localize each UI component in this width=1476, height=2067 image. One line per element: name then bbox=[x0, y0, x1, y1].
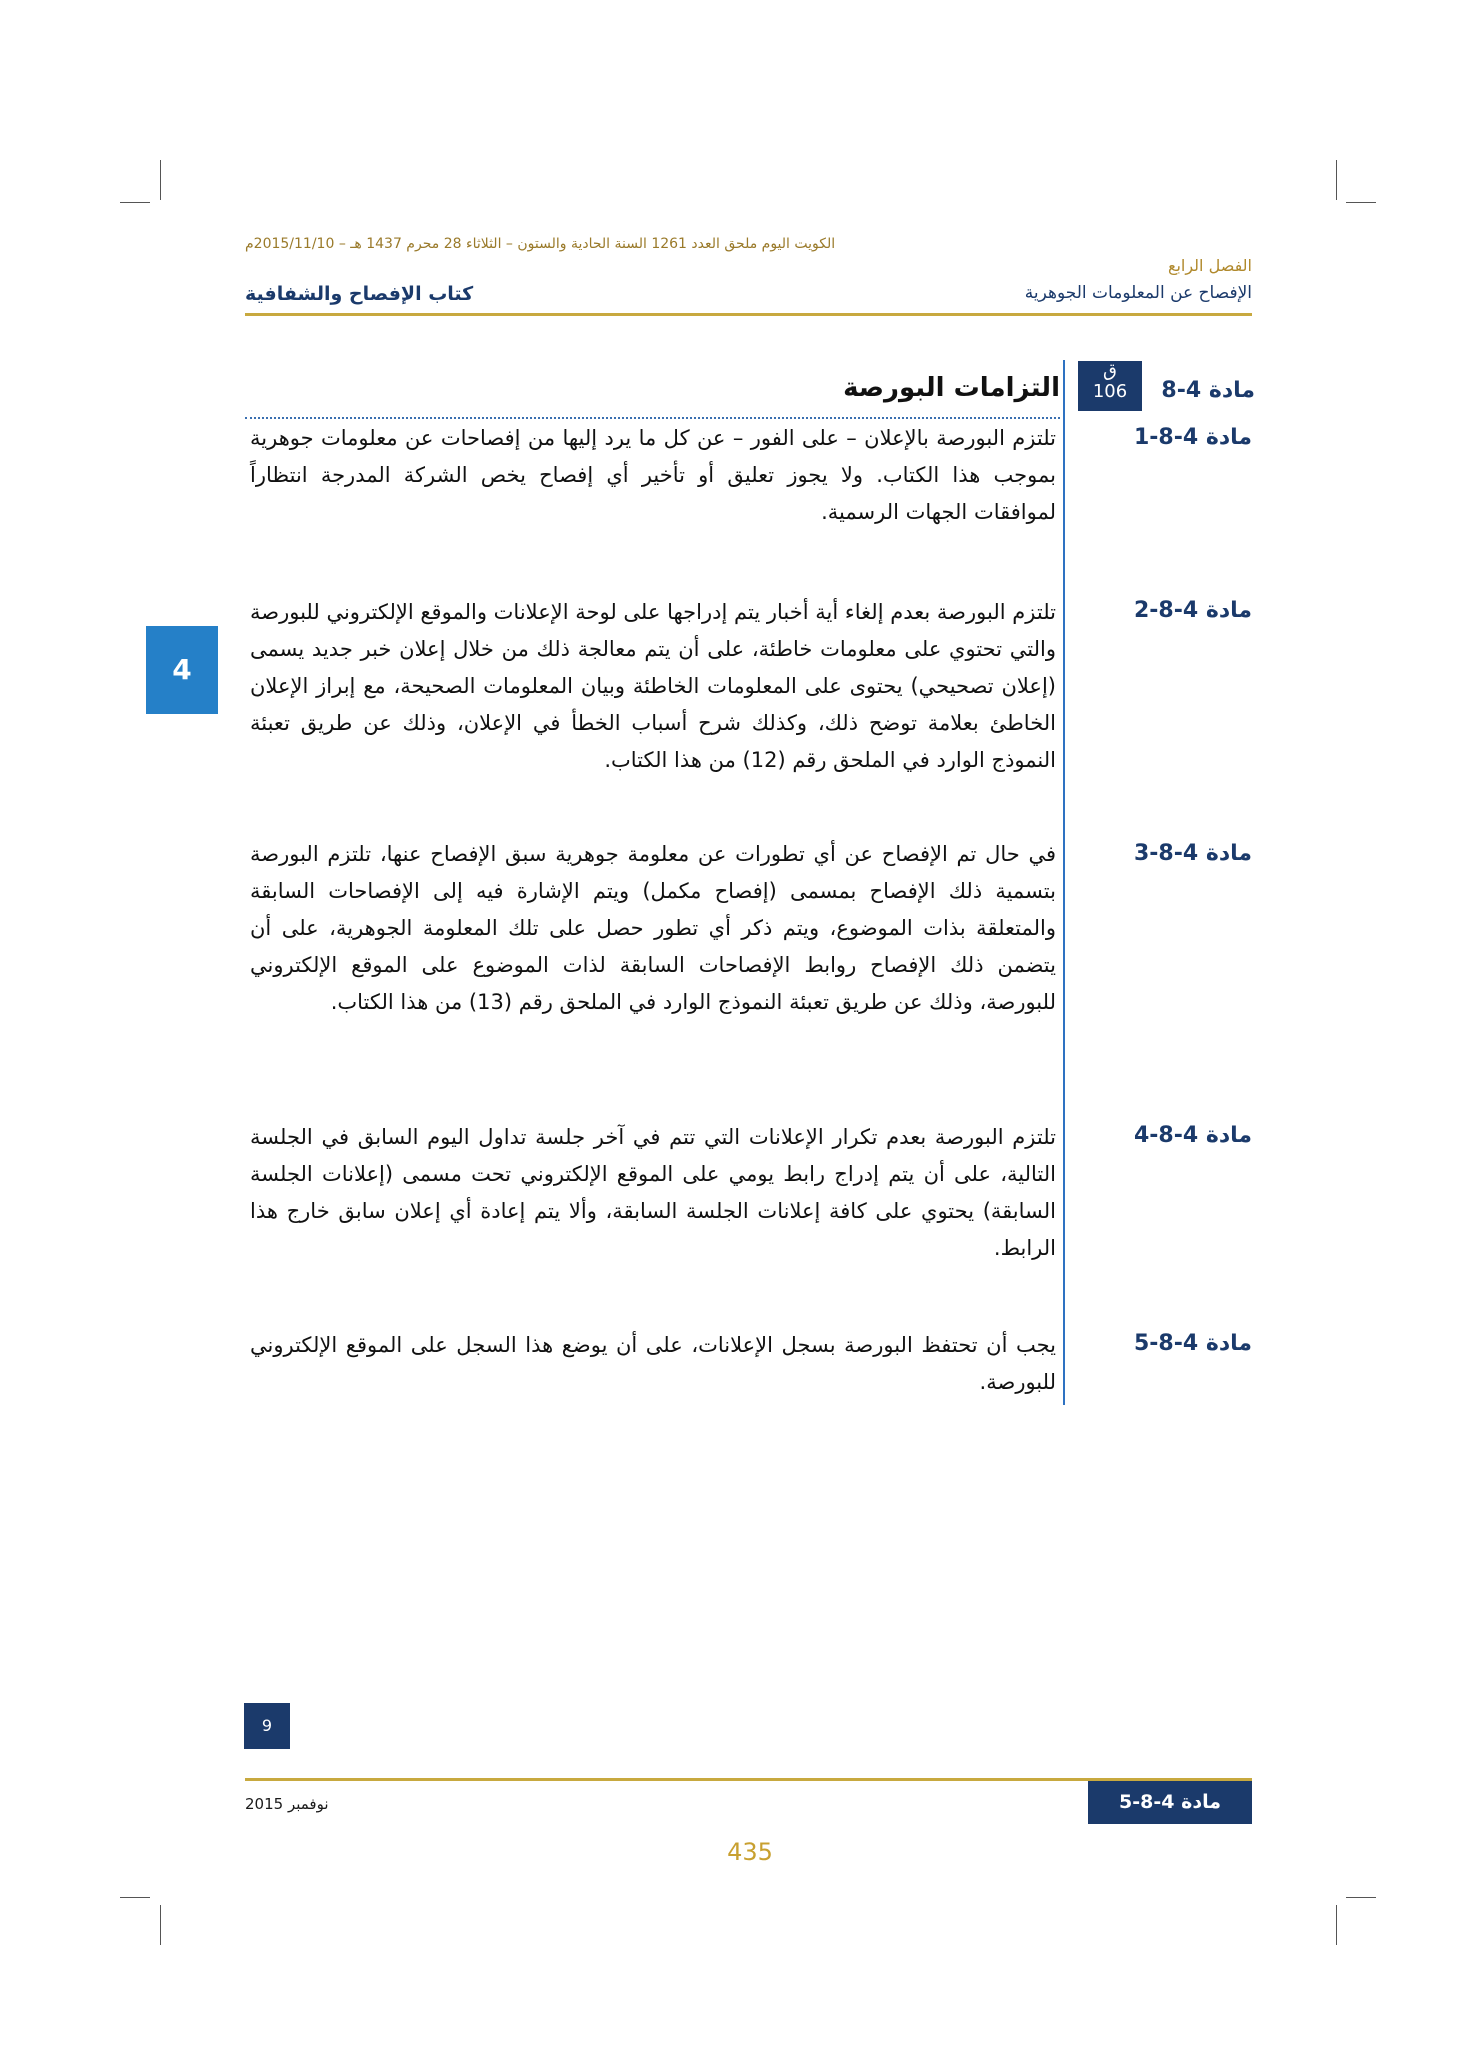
crop-mark bbox=[120, 1897, 150, 1898]
crop-mark bbox=[1336, 160, 1337, 200]
section-title: التزامات البورصة bbox=[843, 373, 1060, 403]
page-box: 9 bbox=[244, 1703, 290, 1749]
crop-mark bbox=[1346, 1897, 1376, 1898]
article-text: في حال تم الإفصاح عن أي تطورات عن معلومة جوهرية سبق الإفصاح عنها، تلتزم البورصة بتسمية ذلك الإفصاح بمسمى (إفصاح مكمل) ويتم الإشارة فيه إلى الإفصاحات السابقة والمتعلقة بذات الموضوع، ويتم ذكر أي تطور حصل على تلك المعلومة الجوهرية، على أن يتضمن ذلك الإفصاح روابط الإفصاحات السابقة لذات الموضوع على الموقع الإلكتروني للبورصة، وذلك عن طريق تعبئة النموذج الوارد في الملحق رقم (13) من هذا الكتاب. bbox=[250, 842, 1056, 1014]
article-text: تلتزم البورصة بعدم إلغاء أية أخبار يتم إدراجها على لوحة الإعلانات والموقع الإلكتروني للبورصة والتي تحتوي على معلومات خاطئة، على أن يتم معالجة ذلك من خلال إعلان خبر جديد يسمى (إعلان تصحيحي) يحتوى على المعلومات الخاطئة وبيان المعلومات الصحيحة، مع إبراز الإعلان الخاطئ بعلامة توضح ذلك، وكذلك شرح أسباب الخطأ في الإعلان، وذلك عن طريق تعبئة النموذج الوارد في الملحق رقم (12) من هذا الكتاب. bbox=[250, 600, 1056, 772]
header-rule bbox=[245, 313, 1252, 316]
chapter-label: الفصل الرابع bbox=[1167, 256, 1252, 275]
dotted-divider bbox=[245, 417, 1060, 419]
page-number: 435 bbox=[727, 1838, 773, 1866]
crop-mark bbox=[160, 160, 161, 200]
article-text: يجب أن تحتفظ البورصة بسجل الإعلانات، على أن يوضع هذا السجل على الموقع الإلكتروني للبورصة. bbox=[250, 1333, 1056, 1394]
chapter-subtitle: الإفصاح عن المعلومات الجوهرية bbox=[1024, 283, 1252, 303]
crop-mark bbox=[1346, 202, 1376, 203]
crop-mark bbox=[120, 202, 150, 203]
crop-mark bbox=[160, 1905, 161, 1945]
article-number: مادة 4-8-2 bbox=[1133, 598, 1252, 623]
footer-article-ref: مادة 4-8-5 bbox=[1088, 1781, 1252, 1824]
article-number: مادة 4-8-3 bbox=[1133, 841, 1252, 866]
chapter-side-tab: 4 bbox=[146, 626, 218, 714]
q-label: ق bbox=[1103, 360, 1117, 381]
gazette-line: الكويت اليوم ملحق العدد 1261 السنة الحادية والستون – الثلاثاء 28 محرم 1437 هـ – 2015/11/10م bbox=[245, 236, 836, 252]
q-number: 106 bbox=[1092, 380, 1128, 402]
article-text: تلتزم البورصة بالإعلان – على الفور – عن كل ما يرد إليها من إفصاحات عن معلومات جوهرية بموجب هذا الكتاب. ولا يجوز تعليق أو تأخير أي إفصاح يخص الشركة المدرجة انتظاراً لموافقات الجهات الرسمية. bbox=[250, 426, 1056, 524]
vertical-divider bbox=[1063, 360, 1065, 1405]
crop-mark bbox=[1336, 1905, 1337, 1945]
article-text: تلتزم البورصة بعدم تكرار الإعلانات التي تتم في آخر جلسة تداول اليوم السابق في الجلسة التالية، على أن يتم إدراج رابط يومي على الموقع الإلكتروني تحت مسمى (إعلانات الجلسة السابقة) يحتوي على كافة إعلانات الجلسة السابقة، وألا يتم إعادة أي إعلان سابق خارج هذا الرابط. bbox=[250, 1125, 1056, 1260]
article-number: مادة 4-8-1 bbox=[1133, 425, 1252, 450]
article-number: مادة 4-8-5 bbox=[1133, 1331, 1252, 1356]
section-number: مادة 4-8 bbox=[1161, 378, 1255, 403]
q-reference-box bbox=[1078, 361, 1142, 411]
footer-date: نوفمبر 2015 bbox=[245, 1795, 329, 1813]
article-number: مادة 4-8-4 bbox=[1133, 1123, 1252, 1148]
book-title: كتاب الإفصاح والشفافية bbox=[245, 283, 474, 305]
